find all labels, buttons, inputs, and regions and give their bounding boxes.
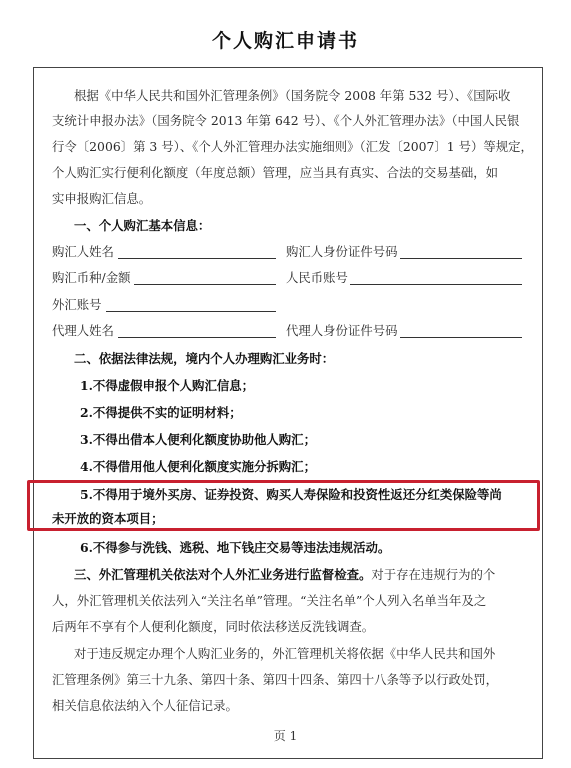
section3-line: 相关信息依法纳入个人征信记录。 [52, 698, 238, 713]
currency-amount-field[interactable] [134, 284, 276, 285]
fx-account-field[interactable] [106, 311, 276, 312]
buyer-name-field[interactable] [118, 258, 276, 259]
section3-line: 人，外汇管理机关依法列入“关注名单”管理。“关注名单”个人列入名单当年及之 [52, 593, 487, 608]
section3-line [74, 567, 495, 583]
currency-amount-label: 购汇币种/金额 [52, 270, 131, 285]
section3-line: 对于违反规定办理个人购汇业务的，外汇管理机关将依据《中华人民共和国外 [74, 646, 496, 661]
buyer-id-field[interactable] [400, 258, 522, 259]
section3-line: 汇管理条例》第三十九条、第四十条、第四十四条、第四十八条等予以行政处罚， [52, 672, 499, 687]
rule-item-highlighted: 5.不得用于境外买房、证券投资、购买人寿保险和投资性返还分红类保险等尚 [80, 487, 502, 502]
intro-line: 个人购汇实行便利化额度（年度总额）管理，应当具有真实、合法的交易基础，如 [52, 165, 499, 180]
agent-name-label: 代理人姓名 [52, 323, 114, 338]
rule-item: 2.不得提供不实的证明材料； [80, 405, 242, 420]
rmb-account-field[interactable] [350, 284, 522, 285]
section3-line: 后两年不享有个人便利化额度，同时依法移送反洗钱调查。 [52, 619, 375, 634]
agent-name-field[interactable] [118, 337, 276, 338]
buyer-name-label: 购汇人姓名 [52, 244, 114, 259]
section3-text: 对于存在违规行为的个 [371, 567, 496, 582]
rule-item: 1.不得虚假申报个人购汇信息； [80, 378, 255, 393]
section1-heading: 一、个人购汇基本信息： [74, 218, 211, 233]
section2-heading: 二、依据法律法规，境内个人办理购汇业务时： [74, 351, 335, 366]
page-number: 页 1 [273, 729, 298, 743]
rule-item-highlighted: 未开放的资本项目； [52, 511, 164, 526]
rule-item: 6.不得参与洗钱、逃税、地下钱庄交易等违法违规活动。 [80, 540, 391, 555]
rmb-account-label: 人民币账号 [286, 270, 348, 285]
buyer-id-label: 购汇人身份证件号码 [286, 244, 398, 259]
rule-item: 3.不得出借本人便利化额度协助他人购汇； [80, 432, 316, 447]
fx-account-label: 外汇账号 [52, 297, 102, 312]
agent-id-label: 代理人身份证件号码 [286, 323, 398, 338]
section3-heading: 三、外汇管理机关依法对个人外汇业务进行监督检查。 [74, 567, 372, 582]
intro-line: 实申报购汇信息。 [52, 191, 152, 206]
intro-line: 支统计申报办法》（国务院令 2013 年第 642 号）、《个人外汇管理办法》（中国人民银 [52, 113, 520, 128]
rule-item: 4.不得借用他人便利化额度实施分拆购汇； [80, 459, 316, 474]
intro-line: 根据《中华人民共和国外汇管理条例》（国务院令 2008 年第 532 号）、《国际收 [74, 88, 511, 103]
document-title: 个人购汇申请书 [211, 30, 359, 52]
agent-id-field[interactable] [400, 337, 522, 338]
intro-line: 行令〔2006〕第 3 号）、《个人外汇管理办法实施细则》（汇发〔2007〕1 号）等规定， [52, 139, 533, 154]
